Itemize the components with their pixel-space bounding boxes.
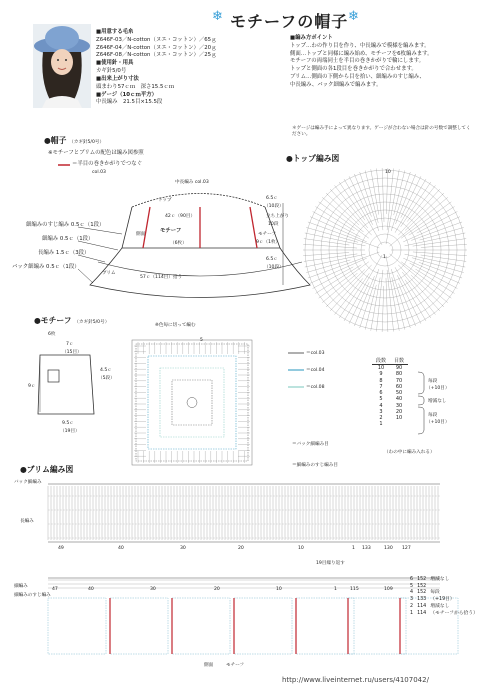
brim-repeat-note: 19目繰り返す: [316, 561, 345, 566]
table-cell: 20: [395, 408, 403, 415]
motif-heading: ●モチーフ （カギ針5/0号）: [34, 316, 110, 325]
hat-note: ※モチーフとブリムの配色は編み図参照: [48, 150, 144, 156]
rows-note: （+10目）: [426, 386, 450, 391]
rise-label: 立ち上がり: [266, 214, 289, 219]
yarn-line: Z646F-08／N-cotton（ヌエ・コットン）／25ｇ: [96, 52, 217, 59]
brim-st-num: 49: [58, 546, 64, 551]
rows-note: 毎段: [428, 379, 438, 384]
brim-motif-block: [348, 598, 406, 654]
motif-bottom-dim-st: （19目）: [60, 429, 80, 434]
motif-inner-dim-rows: （5段）: [98, 376, 115, 381]
top-label: 中長編み col.03: [175, 180, 209, 185]
table-cell: 6: [379, 390, 383, 396]
motif-side-val: 9ｃ（1枚）: [256, 240, 281, 245]
top-chart-row-label: 10: [385, 170, 391, 175]
brim-st-num: 1: [352, 546, 355, 551]
snowflake-icon: ❄: [348, 9, 359, 24]
points-line: 側面…トップと同様に編み始め、モチーフを6枚編みます。: [290, 50, 433, 57]
legend-back-sc: ＝バック細編み目: [292, 442, 329, 447]
motif-top-dim-st: （15目）: [62, 350, 82, 355]
top-count: 42ｃ（90目）: [165, 214, 196, 219]
table-cell: 152: [417, 577, 427, 582]
brim-label-sc: 細編み: [14, 584, 28, 589]
snowflake-icon: ❄: [212, 9, 223, 24]
rows-note: （わの中に編み入れる）: [384, 450, 435, 455]
motif-bottom-dim: 9.5ｃ: [62, 421, 74, 426]
motif-chart-start: 5: [200, 338, 203, 343]
footer-side: 側面: [204, 663, 214, 668]
table-row: [408, 611, 480, 618]
brim-st-num2: 40: [88, 587, 94, 592]
brim-label-ribbed: 細編みのすじ編み: [14, 593, 51, 598]
table-cell: 1: [410, 610, 414, 616]
table-cell: 40: [395, 396, 403, 403]
table-cell: （+19目）: [430, 597, 455, 603]
tools-value: カギ針5/0号: [96, 68, 127, 75]
brim-label: ブリム: [102, 271, 116, 276]
motif-side-label: モチーフ: [258, 232, 277, 237]
table-cell: 30: [395, 402, 403, 409]
table-cell: 133: [417, 597, 427, 603]
brim-motif-block: [48, 598, 106, 654]
table-cell: 50: [395, 390, 403, 396]
table-cell: 増減なし: [430, 603, 450, 609]
brim-st-num2: 10: [276, 587, 282, 592]
table-cell: 114: [417, 610, 427, 616]
table-cell: 8: [379, 377, 383, 384]
rows-header: 段数: [372, 357, 390, 365]
brim-st-num: 127: [402, 546, 411, 551]
right-dim: 6.5ｃ: [266, 196, 278, 201]
motif-inner-dim: 4.5ｃ: [100, 368, 112, 373]
hat-note-color: col.03: [92, 170, 106, 175]
table-cell: 80: [395, 371, 403, 378]
brim-st-num2: 109: [384, 587, 393, 592]
brim-label-row: 長編み 1.5ｃ（3段）: [38, 250, 90, 256]
hat-note: ＝半目の巻きかがりでつなぐ: [72, 161, 143, 167]
brim-label-dc: 長編み: [20, 519, 34, 524]
watermark: http://www.liveinternet.ru/users/4107042/: [282, 676, 429, 684]
table-cell: 2: [379, 415, 383, 421]
table-cell: 90: [395, 365, 403, 371]
yarn-line: Z646F-03／N-cotton（ヌエ・コットン）／65ｇ: [96, 36, 217, 43]
table-cell: 3: [410, 597, 414, 603]
top-chart-heading: ●トップ編み図: [286, 154, 340, 163]
table-cell: （モチーフから拾う）: [430, 610, 478, 616]
motif-left-dim: 9ｃ: [28, 384, 36, 389]
yarn-line: Z646F-04／N-cotton（ヌエ・コットン）／20ｇ: [96, 44, 217, 51]
legend-item: ＝col.03: [306, 351, 325, 356]
top-chart-row-label: 1: [383, 255, 386, 260]
brim-st-num: 133: [362, 546, 371, 551]
table-row: [408, 597, 480, 604]
motif-count: （6枚）: [170, 241, 187, 246]
table-cell: 152: [417, 583, 427, 589]
page-title: モチーフの帽子: [230, 12, 349, 31]
table-row: [408, 604, 480, 611]
brim-st-num2: 47: [52, 587, 58, 592]
table-cell: 5: [410, 583, 414, 589]
legend-item: ＝col.04: [306, 368, 325, 373]
gauge-note: ＊ゲージは編み手によって異なります。ゲージが合わない場合は針の号数で調整してください。: [292, 126, 471, 137]
table-cell: 6: [410, 577, 414, 582]
rows-note: 毎段: [428, 413, 438, 418]
table-cell: 7: [379, 383, 383, 390]
motif-name: モチーフ: [160, 228, 182, 234]
table-cell: 増減なし: [430, 577, 450, 582]
brim-label-row: バック細編み 0.5ｃ（1段）: [12, 264, 80, 270]
rows-note: 増減なし: [428, 399, 447, 404]
brim-count: 57ｃ（114目）拾う: [140, 275, 183, 280]
rise-rows: 10段: [268, 222, 279, 227]
brim-rows-table: [408, 577, 480, 617]
tools-heading: ■使用針・用具: [96, 60, 134, 67]
table-cell: 152: [417, 590, 427, 596]
footer-motif: モチーフ: [226, 663, 245, 668]
brim-st-num: 10: [298, 546, 304, 551]
gauge-heading: ■ゲージ（10ｃｍ平方）: [96, 91, 158, 98]
table-cell: 5: [379, 396, 383, 403]
brim-st-num: 20: [238, 546, 244, 551]
brim-heading: ●ブリム編み図: [20, 465, 74, 474]
table-cell: 4: [379, 402, 383, 409]
right-dim-rows: （10段）: [264, 265, 284, 270]
size-value: 頭まわり57ｃｍ 深さ15.5ｃｍ: [96, 83, 175, 90]
brim-st-num2: 115: [350, 587, 359, 592]
legend-item: ＝col.08: [306, 385, 325, 390]
materials-heading: ■用意する毛糸: [96, 29, 134, 35]
brim-st-num2: 1: [334, 587, 337, 592]
size-heading: ■出来上がり寸法: [96, 75, 139, 82]
table-cell: 70: [395, 377, 403, 384]
points-line: モチーフの両端同士を半目の巻きかがりで輪にします。: [290, 58, 425, 65]
brim-st-num: 30: [180, 546, 186, 551]
brim-label-row: 細編み 0.5ｃ（1段）: [42, 236, 94, 242]
points-heading: ■編み方ポイント: [290, 35, 333, 41]
brim-label-row: 細編みのすじ編み 0.5ｃ（1段）: [26, 222, 105, 228]
table-cell: 2: [410, 603, 414, 609]
table-cell: 1: [379, 421, 383, 428]
table-cell: 10: [395, 415, 403, 421]
brim-motif-block: [234, 598, 292, 654]
table-cell: 4: [410, 590, 414, 596]
table-cell: 9: [379, 371, 383, 378]
gauge-label: 中長編み: [96, 99, 118, 106]
table-cell: 毎段: [430, 590, 440, 596]
right-dim: 6.5ｃ: [266, 257, 278, 262]
brim-st-num: 40: [118, 546, 124, 551]
brim-motif-block: [296, 598, 354, 654]
hat-heading: ●帽子 （カギ針5/0号）: [44, 136, 105, 145]
motif-count: 6枚: [48, 332, 56, 337]
side-label: 側面: [136, 232, 146, 237]
points-line: トップと側面の各1段目を巻きかがりで合わせます。: [290, 66, 417, 73]
table-cell: 10: [377, 365, 385, 371]
brim-st-num2: 20: [214, 587, 220, 592]
top-name: トップ: [158, 198, 172, 203]
gauge-value: 21.5目×15.5段: [122, 99, 163, 106]
brim-st-num2: 30: [150, 587, 156, 592]
right-dim-rows: （10段）: [264, 204, 284, 209]
brim-label-back: バック細編み: [14, 480, 42, 485]
table-cell: 3: [379, 408, 383, 415]
motif-top-dim: 7ｃ: [66, 342, 74, 347]
points-line: 中長編み、バック細編みで編みます。: [290, 81, 382, 88]
table-row: [408, 577, 480, 584]
table-cell: 60: [395, 383, 403, 390]
rows-header: 目数: [390, 357, 408, 365]
brim-motif-block: [110, 598, 168, 654]
legend-ribbed-sc: ＝細編みのすじ編み目: [292, 463, 338, 468]
brim-st-num: 130: [384, 546, 393, 551]
rows-note: （+10目）: [426, 420, 450, 425]
brim-motif-block: [172, 598, 230, 654]
points-line: トップ…わの作り目を作り、中長編みで模様を編みます。: [290, 42, 430, 49]
motif-chart-note: ※色毎に切って編む: [155, 323, 196, 328]
points-line: ブリム…側面の下側から目を拾い、細編みのすじ編み、: [290, 74, 425, 81]
table-cell: 114: [417, 603, 427, 609]
